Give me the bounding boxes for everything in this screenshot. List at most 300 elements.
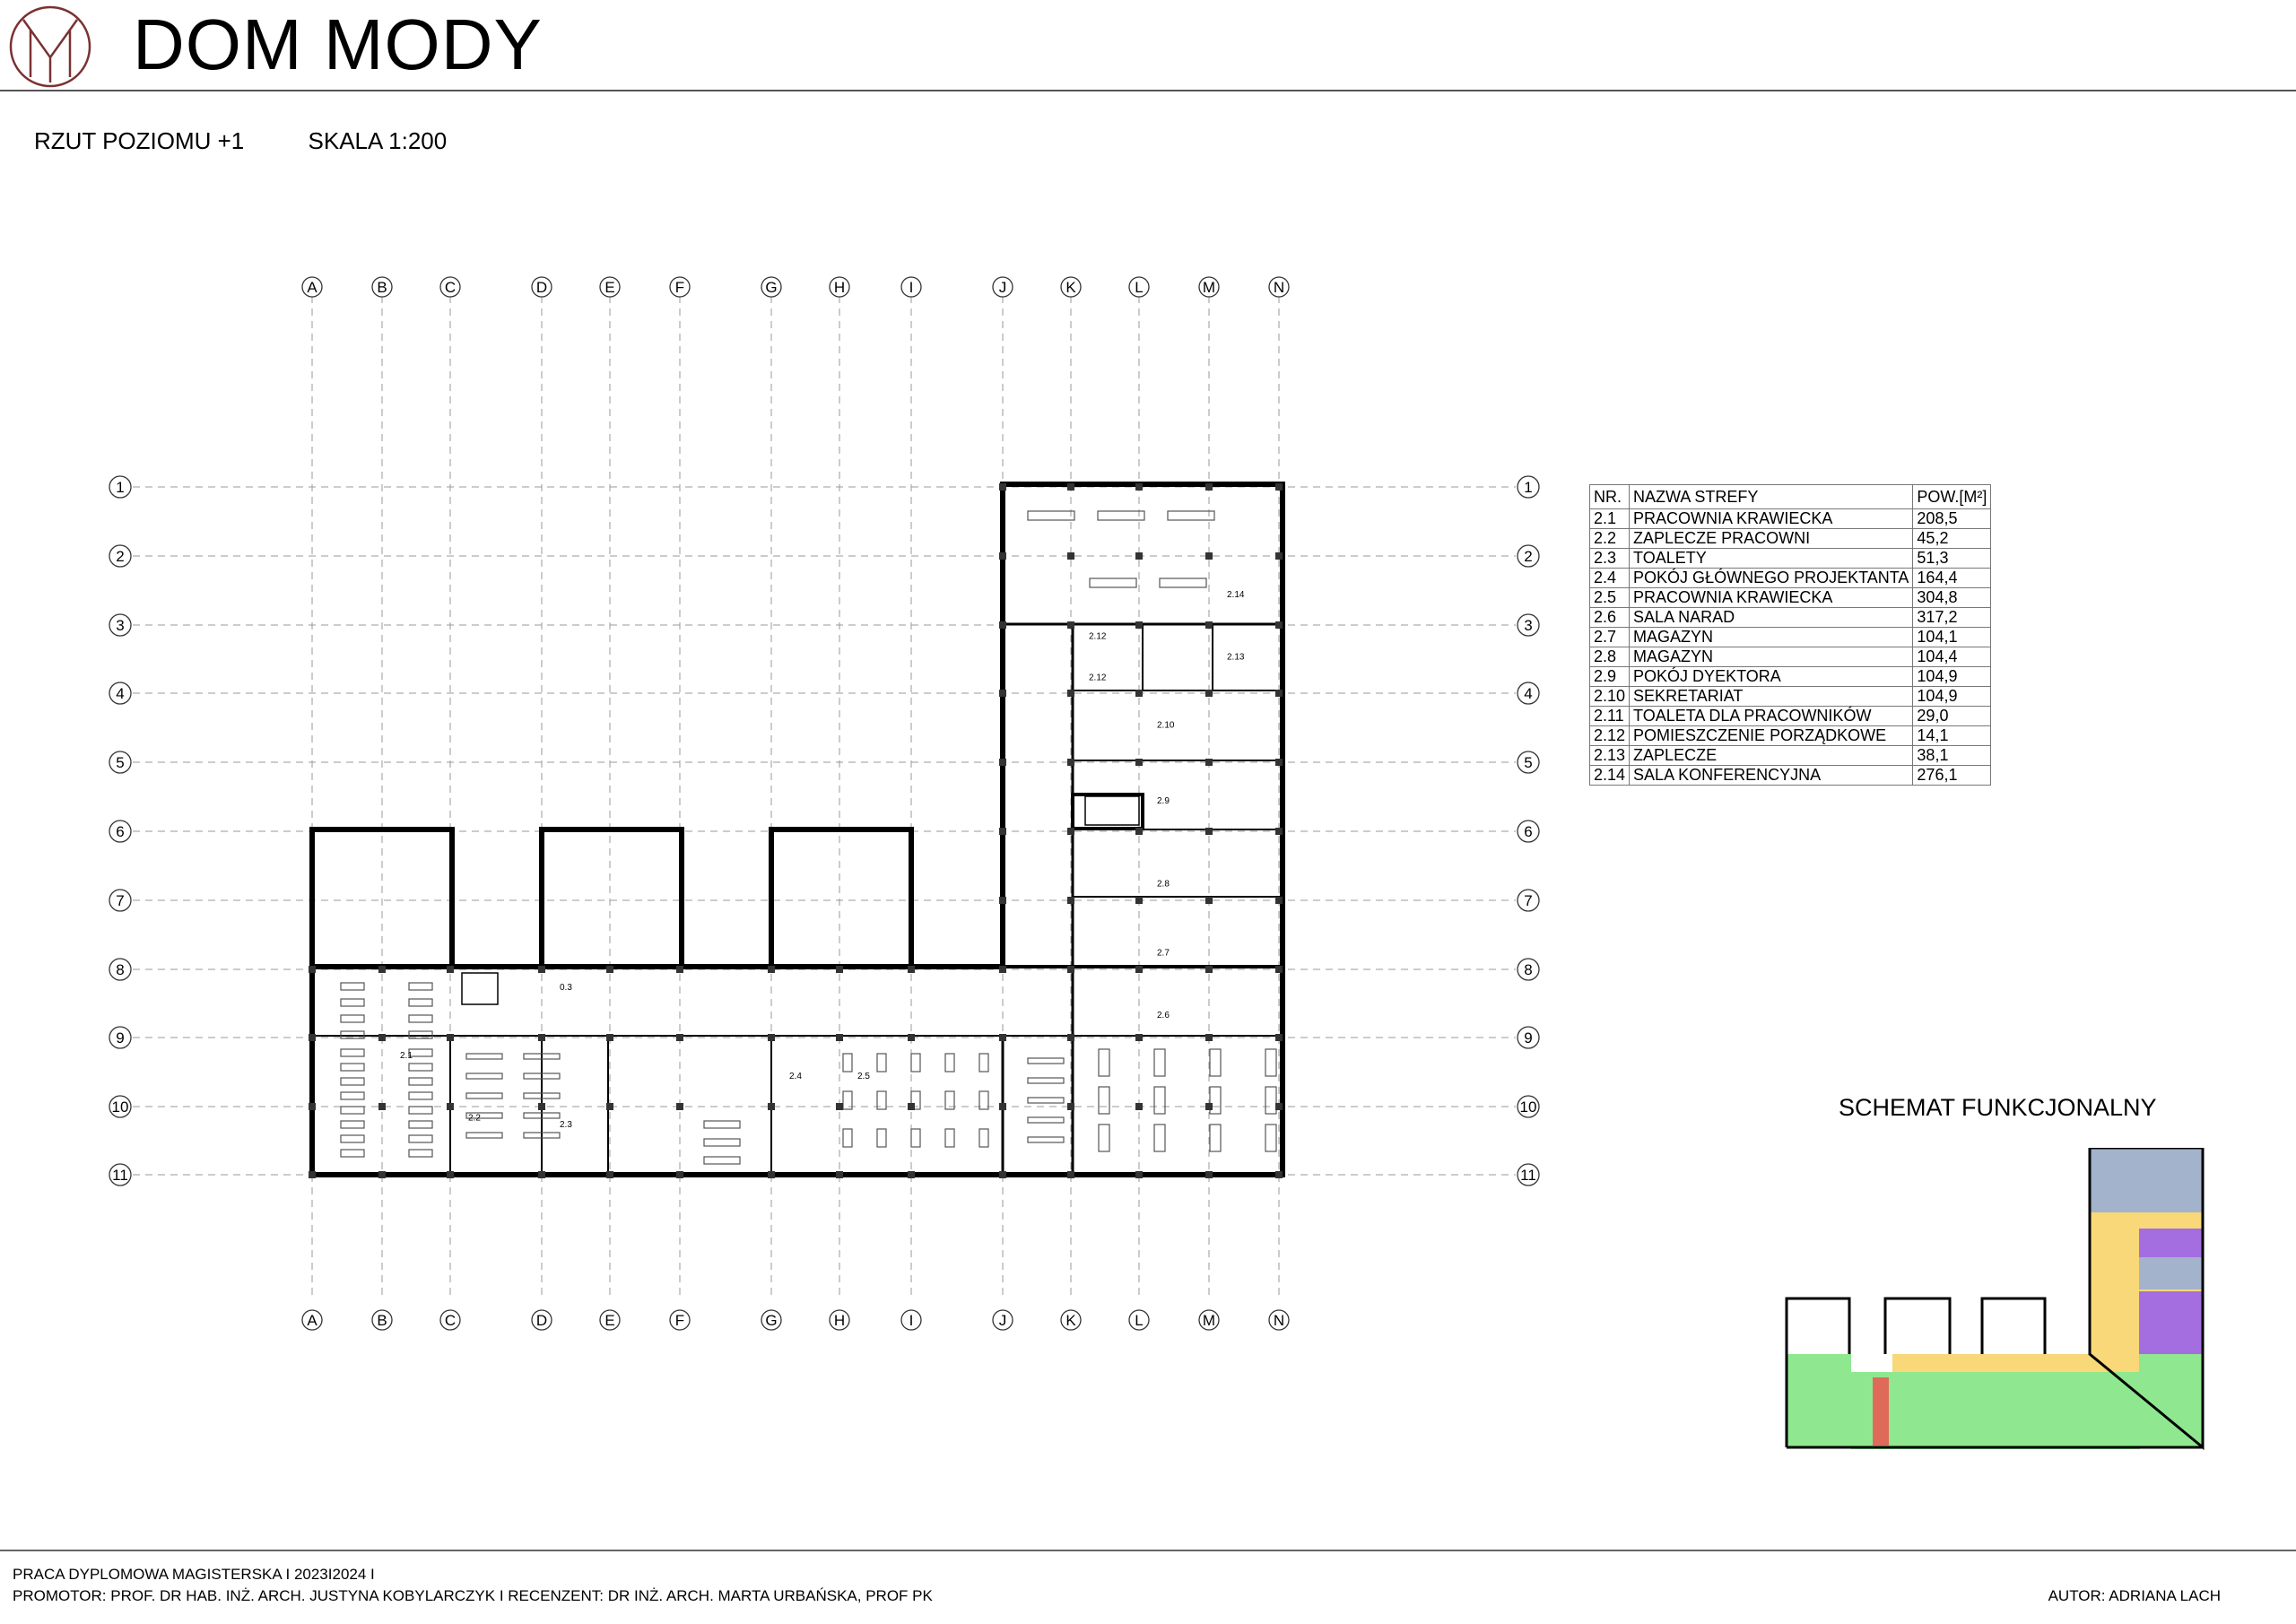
room-labels bbox=[400, 590, 1245, 1130]
cell-nr: 2.4 bbox=[1590, 569, 1630, 588]
column-marker bbox=[309, 1171, 316, 1178]
column-marker bbox=[836, 966, 843, 973]
desk bbox=[1154, 1049, 1165, 1076]
axis-label: B bbox=[377, 279, 387, 296]
desk bbox=[409, 999, 432, 1006]
cell-area: 104,9 bbox=[1913, 667, 1991, 687]
column-marker bbox=[768, 966, 775, 973]
column-marker bbox=[309, 1103, 316, 1110]
cell-name: POMIESZCZENIE PORZĄDKOWE bbox=[1630, 726, 1913, 746]
column-marker bbox=[1067, 621, 1074, 629]
zone-block bbox=[1996, 1372, 2140, 1449]
column-marker bbox=[1135, 759, 1143, 766]
desk bbox=[341, 1078, 364, 1085]
cell-area: 38,1 bbox=[1913, 746, 1991, 766]
desk bbox=[1028, 1078, 1064, 1083]
axis-label: 1 bbox=[116, 479, 125, 496]
column-marker bbox=[1067, 1171, 1074, 1178]
column-marker bbox=[1135, 483, 1143, 491]
column-marker bbox=[1067, 1103, 1074, 1110]
column-marker bbox=[1275, 966, 1283, 973]
column-marker bbox=[836, 1034, 843, 1041]
cell-nr: 2.11 bbox=[1590, 707, 1630, 726]
desk bbox=[1160, 578, 1206, 587]
column-marker bbox=[1067, 1034, 1074, 1041]
cell-name: POKÓJ GŁÓWNEGO PROJEKTANTA bbox=[1630, 569, 1913, 588]
cell-nr: 2.12 bbox=[1590, 726, 1630, 746]
axis-label: 6 bbox=[1524, 823, 1533, 840]
column-marker bbox=[768, 1103, 775, 1110]
table-row bbox=[1590, 766, 1991, 786]
column-marker bbox=[999, 966, 1006, 973]
header-name: NAZWA STREFY bbox=[1630, 485, 1913, 509]
axis-label: 5 bbox=[116, 754, 125, 771]
axis-label: 8 bbox=[1524, 961, 1533, 978]
table-row bbox=[1590, 687, 1991, 707]
column-marker bbox=[908, 1034, 915, 1041]
axis-label: 11 bbox=[112, 1167, 128, 1184]
column-marker bbox=[1275, 828, 1283, 835]
axis-label: D bbox=[535, 1312, 548, 1329]
axis-label: J bbox=[998, 1312, 1007, 1329]
scale-label: SKALA 1:200 bbox=[308, 127, 448, 154]
title-bar bbox=[0, 0, 2296, 91]
desk bbox=[1028, 1117, 1064, 1123]
column-marker bbox=[1067, 552, 1074, 560]
cell-name: SEKRETARIAT bbox=[1630, 687, 1913, 707]
zone-block bbox=[1873, 1377, 1889, 1446]
cell-area: 164,4 bbox=[1913, 569, 1991, 588]
cell-area: 45,2 bbox=[1913, 529, 1991, 549]
desk bbox=[466, 1093, 502, 1099]
axis-label: 4 bbox=[116, 685, 125, 702]
column-marker bbox=[836, 1171, 843, 1178]
column-marker bbox=[1205, 1103, 1213, 1110]
room-tag: 2.1 bbox=[400, 1051, 413, 1062]
desk bbox=[409, 983, 432, 990]
desk bbox=[1168, 511, 1214, 520]
column-marker bbox=[999, 1103, 1006, 1110]
cell-name: ZAPLECZE PRACOWNI bbox=[1630, 529, 1913, 549]
axis-label: 9 bbox=[1524, 1029, 1533, 1046]
room-tag: 2.8 bbox=[1157, 879, 1170, 890]
column-marker bbox=[768, 1034, 775, 1041]
axis-label: C bbox=[444, 1312, 457, 1329]
desk bbox=[1028, 1137, 1064, 1142]
room-tag: 2.12 bbox=[1089, 673, 1107, 683]
axis-label: 7 bbox=[1524, 892, 1533, 909]
column-marker bbox=[1205, 621, 1213, 629]
column-marker bbox=[1135, 1103, 1143, 1110]
axis-label: 4 bbox=[1524, 685, 1533, 702]
room-tag: 2.14 bbox=[1227, 590, 1245, 601]
column-marker bbox=[1205, 483, 1213, 491]
column-marker bbox=[1205, 759, 1213, 766]
logo-icon bbox=[7, 4, 93, 90]
desk bbox=[409, 1092, 432, 1099]
desk bbox=[1265, 1049, 1276, 1076]
cell-name: ZAPLECZE bbox=[1630, 746, 1913, 766]
column-marker bbox=[1067, 483, 1074, 491]
cell-area: 51,3 bbox=[1913, 549, 1991, 569]
room-tag: 2.4 bbox=[789, 1072, 802, 1082]
axis-label: 11 bbox=[1520, 1167, 1536, 1184]
desk bbox=[341, 1092, 364, 1099]
column-marker bbox=[999, 1034, 1006, 1041]
column-marker bbox=[606, 1103, 613, 1110]
table-row bbox=[1590, 588, 1991, 608]
table-row bbox=[1590, 667, 1991, 687]
zone-block bbox=[2090, 1290, 2139, 1354]
axis-label: F bbox=[674, 279, 685, 296]
column-marker bbox=[1067, 897, 1074, 904]
desk bbox=[341, 1121, 364, 1128]
desk bbox=[1210, 1125, 1221, 1151]
cell-name: MAGAZYN bbox=[1630, 628, 1913, 647]
column-marker bbox=[999, 690, 1006, 697]
table-header-row bbox=[1590, 485, 1991, 509]
header-area: POW.[M²] bbox=[1913, 485, 1991, 509]
zone-block bbox=[2139, 1291, 2202, 1324]
room-tag: 2.9 bbox=[1157, 796, 1170, 807]
column-marker bbox=[447, 1103, 454, 1110]
desk bbox=[1098, 511, 1144, 520]
desk bbox=[341, 983, 364, 990]
cell-nr: 2.6 bbox=[1590, 608, 1630, 628]
column-marker bbox=[999, 552, 1006, 560]
axis-label: 10 bbox=[1519, 1099, 1537, 1116]
column-marker bbox=[999, 621, 1006, 629]
desk bbox=[1090, 578, 1136, 587]
axis-label: L bbox=[1135, 279, 1144, 296]
axis-label: G bbox=[765, 1312, 778, 1329]
column-marker bbox=[309, 1034, 316, 1041]
axis-label: G bbox=[765, 279, 778, 296]
column-marker bbox=[908, 966, 915, 973]
column-marker bbox=[676, 966, 683, 973]
cell-area: 304,8 bbox=[1913, 588, 1991, 608]
axis-label: J bbox=[998, 279, 1007, 296]
axis-label: 2 bbox=[116, 548, 125, 565]
desk bbox=[1028, 511, 1074, 520]
desk bbox=[409, 1064, 432, 1071]
column-marker bbox=[999, 897, 1006, 904]
desk bbox=[409, 1121, 432, 1128]
cell-nr: 2.9 bbox=[1590, 667, 1630, 687]
axis-label: 3 bbox=[1524, 617, 1533, 634]
column-marker bbox=[378, 966, 386, 973]
column-marker bbox=[378, 1171, 386, 1178]
desk bbox=[704, 1157, 740, 1164]
axis-grid bbox=[109, 277, 1539, 1330]
column-marker bbox=[606, 1034, 613, 1041]
column-marker bbox=[538, 1171, 545, 1178]
column-marker bbox=[1067, 966, 1074, 973]
axis-label: 1 bbox=[1524, 479, 1533, 496]
room-tag: 2.3 bbox=[560, 1120, 572, 1131]
desk bbox=[466, 1073, 502, 1079]
column-marker bbox=[1275, 897, 1283, 904]
room-tag: 2.13 bbox=[1227, 652, 1245, 663]
room-schedule-table bbox=[1589, 484, 1991, 786]
desk bbox=[979, 1054, 988, 1072]
column-marker bbox=[606, 966, 613, 973]
cell-area: 29,0 bbox=[1913, 707, 1991, 726]
axis-label: I bbox=[909, 1312, 914, 1329]
cell-area: 104,1 bbox=[1913, 628, 1991, 647]
column-marker bbox=[768, 1171, 775, 1178]
room-tag: 2.6 bbox=[1157, 1010, 1170, 1020]
cell-area: 276,1 bbox=[1913, 766, 1991, 786]
column-marker bbox=[447, 966, 454, 973]
axis-label: N bbox=[1273, 1312, 1285, 1329]
table-row bbox=[1590, 509, 1991, 529]
footer bbox=[0, 1550, 2296, 1624]
room-tag: 2.7 bbox=[1157, 948, 1170, 959]
cell-name: SALA NARAD bbox=[1630, 608, 1913, 628]
axis-label: N bbox=[1273, 279, 1285, 296]
desk bbox=[877, 1129, 886, 1147]
desk bbox=[341, 1064, 364, 1071]
cell-name: TOALETA DLA PRACOWNIKÓW bbox=[1630, 707, 1913, 726]
cell-nr: 2.3 bbox=[1590, 549, 1630, 569]
cell-nr: 2.7 bbox=[1590, 628, 1630, 647]
room-tag: 2.12 bbox=[1089, 631, 1107, 642]
column-marker bbox=[1205, 966, 1213, 973]
desk bbox=[409, 1015, 432, 1022]
column-marker bbox=[538, 966, 545, 973]
desk bbox=[877, 1054, 886, 1072]
desk bbox=[843, 1129, 852, 1147]
axis-label: I bbox=[909, 279, 914, 296]
cell-nr: 2.2 bbox=[1590, 529, 1630, 549]
column-marker bbox=[1205, 690, 1213, 697]
header-nr: NR. bbox=[1590, 485, 1630, 509]
cell-area: 317,2 bbox=[1913, 608, 1991, 628]
zone-block bbox=[2139, 1324, 2202, 1354]
axis-label: H bbox=[833, 1312, 846, 1329]
column-marker bbox=[1275, 552, 1283, 560]
axis-label: D bbox=[535, 279, 548, 296]
table-row bbox=[1590, 628, 1991, 647]
cell-name: PRACOWNIA KRAWIECKA bbox=[1630, 509, 1913, 529]
axis-label: F bbox=[674, 1312, 685, 1329]
column-marker bbox=[836, 1103, 843, 1110]
zone-block bbox=[2139, 1229, 2202, 1257]
column-marker bbox=[1205, 552, 1213, 560]
axis-label: E bbox=[604, 279, 615, 296]
column-marker bbox=[1135, 690, 1143, 697]
column-marker bbox=[1135, 828, 1143, 835]
column-marker bbox=[676, 1103, 683, 1110]
column-marker bbox=[1067, 828, 1074, 835]
desk bbox=[1154, 1125, 1165, 1151]
axis-label: 7 bbox=[116, 892, 125, 909]
desk bbox=[911, 1129, 920, 1147]
axis-label: A bbox=[307, 1312, 317, 1329]
room-tag: 2.2 bbox=[468, 1113, 481, 1124]
cell-name: TOALETY bbox=[1630, 549, 1913, 569]
table-row bbox=[1590, 569, 1991, 588]
axis-label: 3 bbox=[116, 617, 125, 634]
column-marker bbox=[309, 966, 316, 973]
column-marker bbox=[1275, 621, 1283, 629]
column-marker bbox=[447, 1171, 454, 1178]
cell-area: 104,4 bbox=[1913, 647, 1991, 667]
zone-block bbox=[2139, 1354, 2202, 1447]
desk bbox=[704, 1121, 740, 1128]
desk bbox=[409, 1107, 432, 1114]
table-row bbox=[1590, 549, 1991, 569]
cell-nr: 2.1 bbox=[1590, 509, 1630, 529]
column-marker bbox=[908, 1103, 915, 1110]
thesis-label: PRACA DYPLOMOWA MAGISTERSKA I 2023I2024 I bbox=[13, 1566, 375, 1583]
desk bbox=[409, 1135, 432, 1142]
desk bbox=[341, 1015, 364, 1022]
table-row bbox=[1590, 608, 1991, 628]
column-marker bbox=[1135, 1034, 1143, 1041]
axis-label: C bbox=[444, 279, 457, 296]
floor-plan bbox=[0, 251, 1596, 1363]
zone-block bbox=[1950, 1372, 1996, 1449]
drawing-info bbox=[34, 127, 504, 155]
column-marker bbox=[999, 1171, 1006, 1178]
cell-name: SALA KONFERENCYJNA bbox=[1630, 766, 1913, 786]
axis-label: M bbox=[1202, 1312, 1216, 1329]
axis-label: 5 bbox=[1524, 754, 1533, 771]
column-marker bbox=[999, 828, 1006, 835]
column-marker bbox=[606, 1171, 613, 1178]
column-marker bbox=[908, 1171, 915, 1178]
column-marker bbox=[1135, 966, 1143, 973]
view-label: RZUT POZIOMU +1 bbox=[34, 127, 245, 154]
desk bbox=[945, 1054, 954, 1072]
desk bbox=[1099, 1049, 1109, 1076]
column-marker bbox=[1135, 1171, 1143, 1178]
desk bbox=[704, 1139, 740, 1146]
desk bbox=[466, 1133, 502, 1138]
promoter-label: PROMOTOR: PROF. DR HAB. INŻ. ARCH. JUSTYNA KOBYLARCZYK I RECENZENT: DR INŻ. ARCH. MARTA URBAŃSKA, PROF PK bbox=[13, 1587, 933, 1604]
column-marker bbox=[1205, 1034, 1213, 1041]
desk bbox=[1265, 1125, 1276, 1151]
room-tag: 2.10 bbox=[1157, 720, 1175, 731]
column-marker bbox=[999, 759, 1006, 766]
table-row bbox=[1590, 746, 1991, 766]
axis-label: 9 bbox=[116, 1029, 125, 1046]
column-marker bbox=[1135, 621, 1143, 629]
cell-name: PRACOWNIA KRAWIECKA bbox=[1630, 588, 1913, 608]
room-tag: 2.5 bbox=[857, 1072, 870, 1082]
column-marker bbox=[1205, 828, 1213, 835]
axis-label: H bbox=[833, 279, 846, 296]
column-marker bbox=[676, 1034, 683, 1041]
cell-name: POKÓJ DYEKTORA bbox=[1630, 667, 1913, 687]
cell-nr: 2.14 bbox=[1590, 766, 1630, 786]
zone-block bbox=[1787, 1354, 1851, 1447]
desk bbox=[341, 1150, 364, 1157]
column-marker bbox=[1067, 690, 1074, 697]
column-marker bbox=[1067, 759, 1074, 766]
axis-label: A bbox=[307, 279, 317, 296]
desk bbox=[1265, 1087, 1276, 1114]
desk bbox=[341, 999, 364, 1006]
column-marker bbox=[1275, 690, 1283, 697]
column-marker bbox=[1205, 1171, 1213, 1178]
column-marker bbox=[378, 1103, 386, 1110]
desk bbox=[979, 1129, 988, 1147]
axis-label: 8 bbox=[116, 961, 125, 978]
author-label: AUTOR: ADRIANA LACH bbox=[2048, 1587, 2221, 1604]
desk bbox=[341, 1049, 364, 1056]
column-marker bbox=[1205, 897, 1213, 904]
desk bbox=[945, 1129, 954, 1147]
table-row bbox=[1590, 647, 1991, 667]
column-marker bbox=[1135, 897, 1143, 904]
cell-nr: 2.8 bbox=[1590, 647, 1630, 667]
column-marker bbox=[999, 483, 1006, 491]
axis-label: L bbox=[1135, 1312, 1144, 1329]
axis-label: K bbox=[1065, 1312, 1076, 1329]
desk bbox=[911, 1054, 920, 1072]
column-marker bbox=[1135, 552, 1143, 560]
desk bbox=[409, 1150, 432, 1157]
table-row bbox=[1590, 529, 1991, 549]
column-marker bbox=[378, 1034, 386, 1041]
desk bbox=[409, 1078, 432, 1085]
cell-nr: 2.10 bbox=[1590, 687, 1630, 707]
desk bbox=[1028, 1098, 1064, 1103]
cell-area: 14,1 bbox=[1913, 726, 1991, 746]
desk bbox=[1210, 1049, 1221, 1076]
cell-nr: 2.13 bbox=[1590, 746, 1630, 766]
column-marker bbox=[676, 1171, 683, 1178]
desk bbox=[341, 1135, 364, 1142]
axis-label: 10 bbox=[111, 1099, 129, 1116]
cell-nr: 2.5 bbox=[1590, 588, 1630, 608]
axis-label: E bbox=[604, 1312, 615, 1329]
desk bbox=[1099, 1087, 1109, 1114]
room-tag: 0.3 bbox=[560, 983, 572, 994]
desk bbox=[466, 1054, 502, 1059]
table-row bbox=[1590, 707, 1991, 726]
desk bbox=[1154, 1087, 1165, 1114]
cell-name: MAGAZYN bbox=[1630, 647, 1913, 667]
desk bbox=[1028, 1058, 1064, 1064]
cell-area: 208,5 bbox=[1913, 509, 1991, 529]
column-marker bbox=[538, 1103, 545, 1110]
furniture bbox=[341, 511, 1276, 1164]
schema-title: SCHEMAT FUNKCJONALNY bbox=[1839, 1094, 2157, 1121]
desk bbox=[341, 1107, 364, 1114]
column-marker bbox=[1275, 483, 1283, 491]
table-row bbox=[1590, 726, 1991, 746]
desk bbox=[1099, 1125, 1109, 1151]
desk bbox=[843, 1054, 852, 1072]
axis-label: 6 bbox=[116, 823, 125, 840]
axis-label: B bbox=[377, 1312, 387, 1329]
column-marker bbox=[447, 1034, 454, 1041]
axis-label: M bbox=[1202, 279, 1216, 296]
project-title: DOM MODY bbox=[133, 4, 543, 84]
cell-area: 104,9 bbox=[1913, 687, 1991, 707]
zone-block bbox=[1892, 1372, 1950, 1449]
column-marker bbox=[1275, 1171, 1283, 1178]
column-marker bbox=[1275, 1103, 1283, 1110]
column-marker bbox=[1275, 759, 1283, 766]
zone-block bbox=[2139, 1257, 2202, 1290]
zone-block bbox=[2090, 1148, 2203, 1212]
axis-label: K bbox=[1065, 279, 1076, 296]
